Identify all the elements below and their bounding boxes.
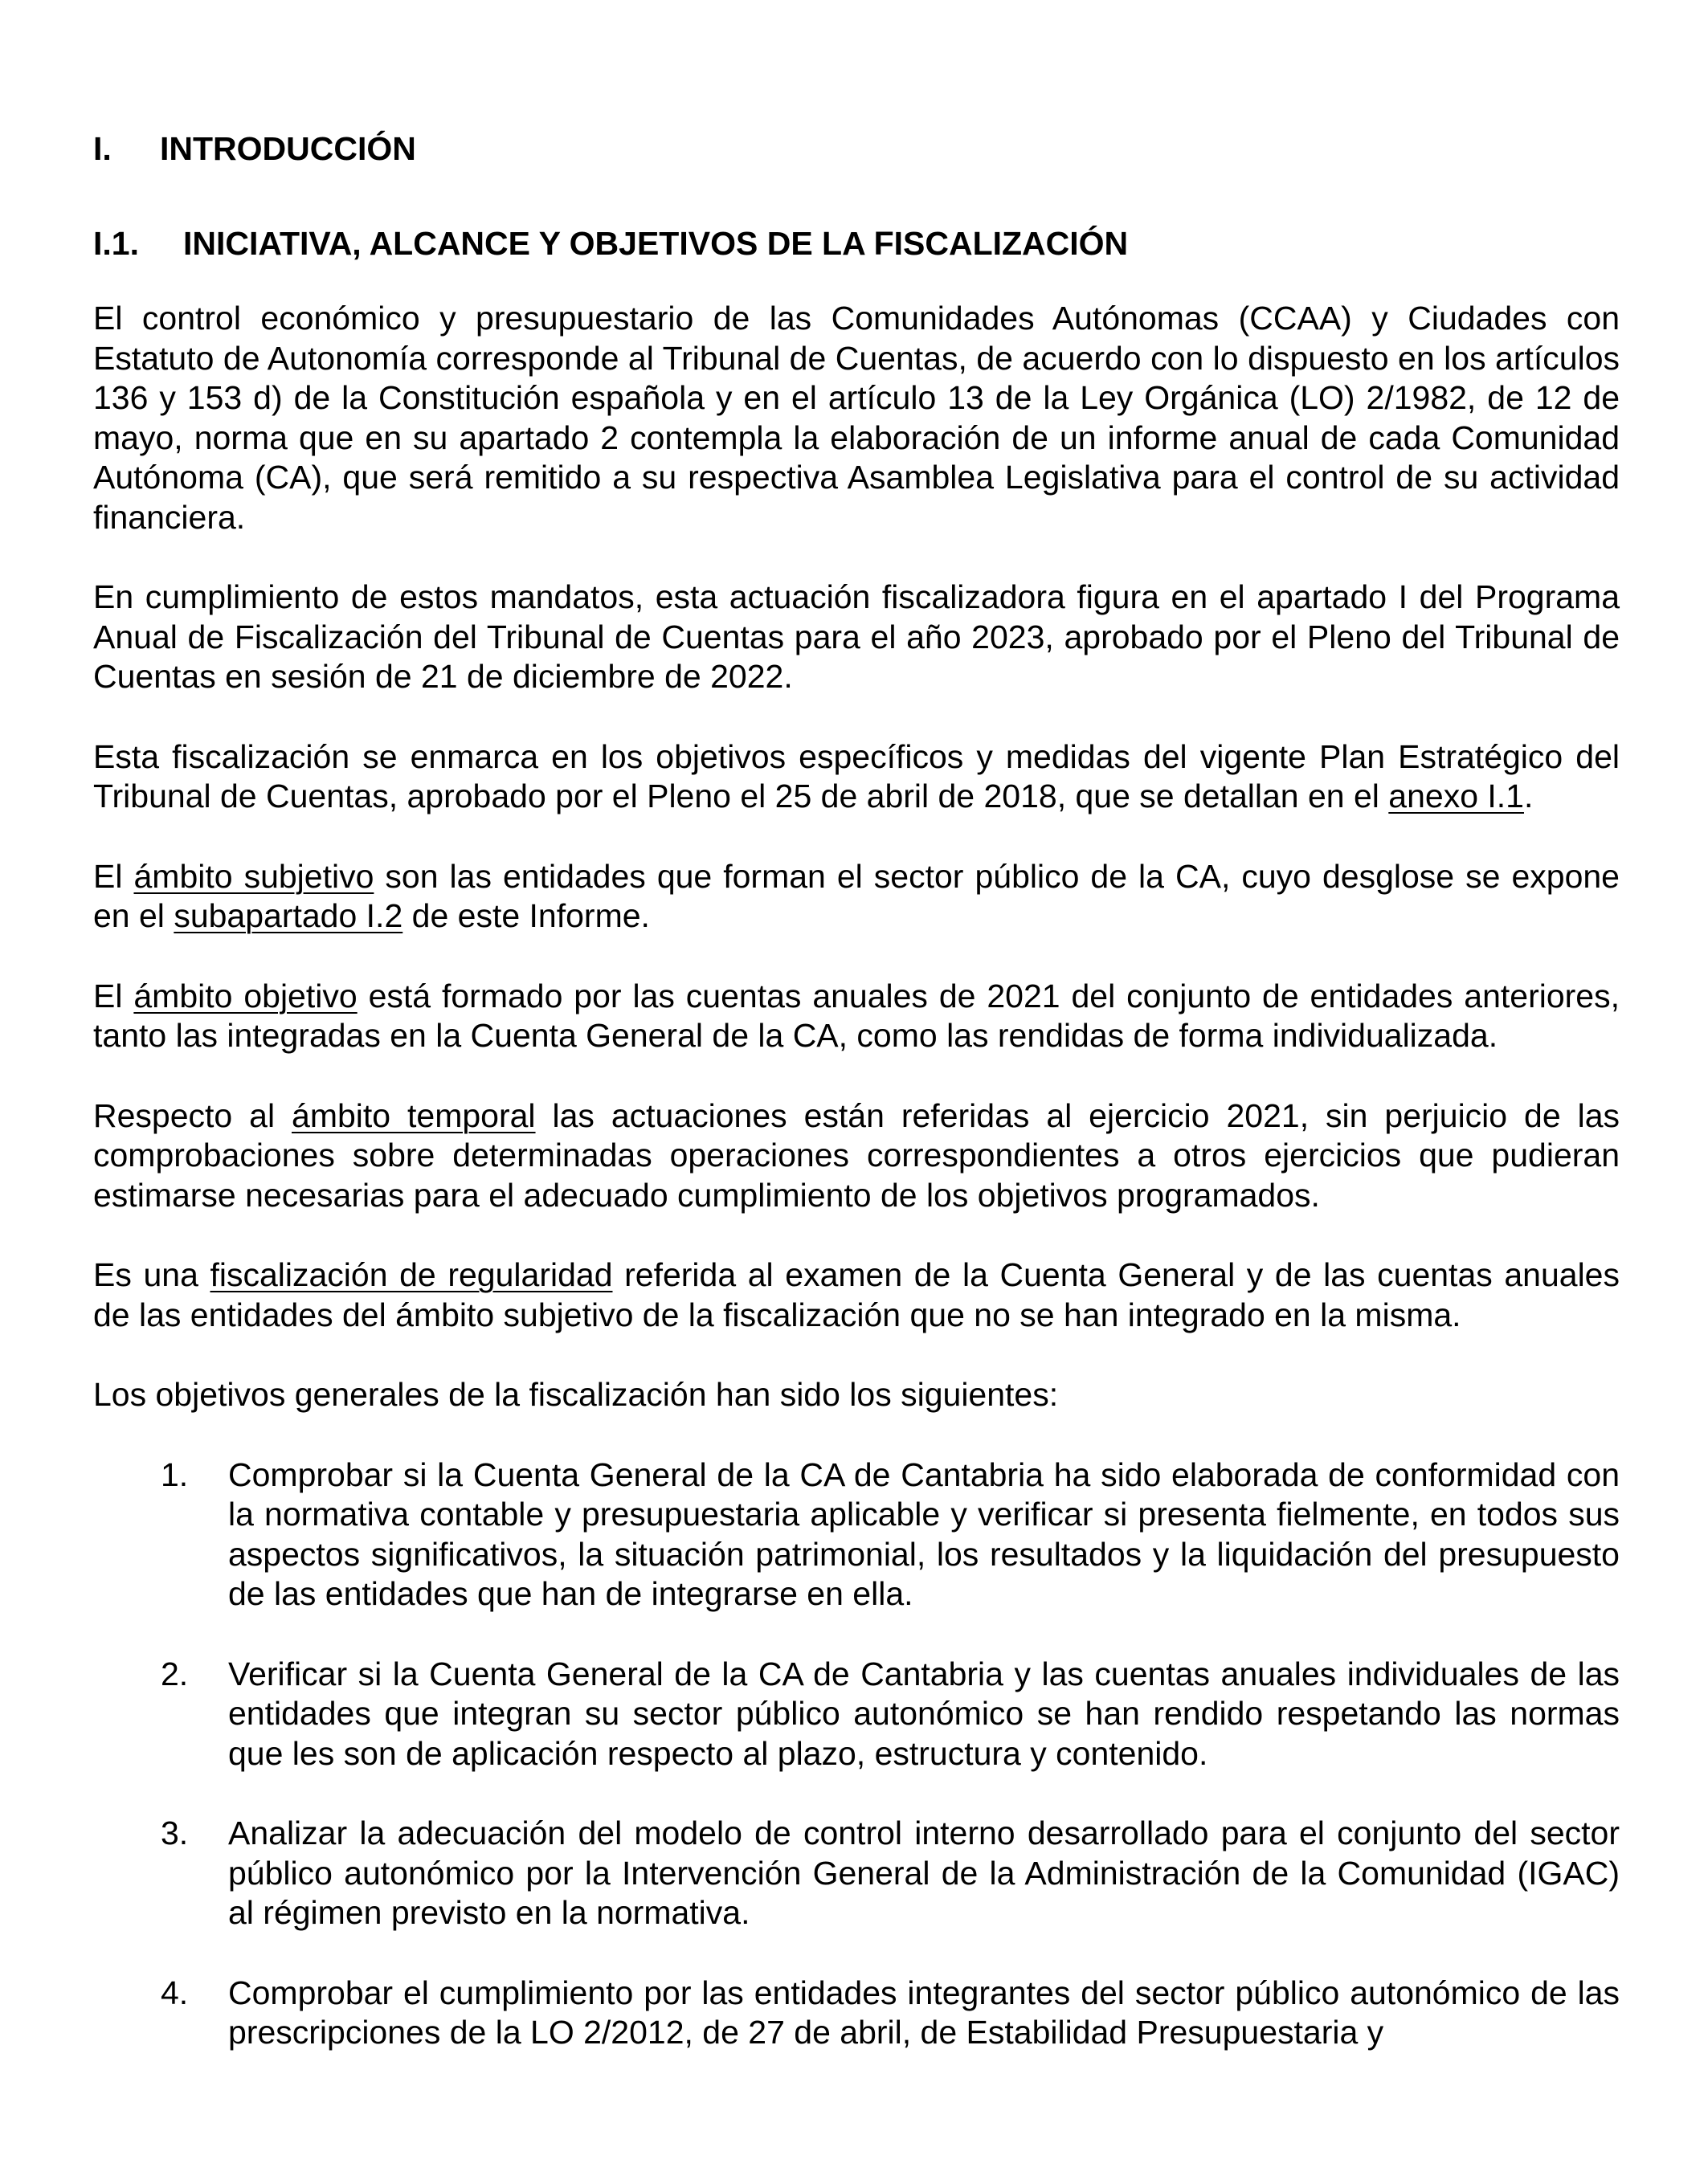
section-heading xyxy=(93,129,1620,169)
subsection-title: INICIATIVA, ALCANCE Y OBJETIVOS DE LA FISCALIZACIÓN xyxy=(183,225,1129,262)
text-run: Es una xyxy=(93,1256,210,1293)
text-run: referida al examen de la Cuenta General y de las cuentas anuales de las entidades del ámbito subjetivo de la fiscalización que no se han integrado en la misma. xyxy=(93,1256,1620,1333)
ambito-subjetivo-term: ámbito subjetivo xyxy=(133,857,374,895)
list-item-text: Comprobar el cumplimiento por las entidades integrantes del sector público autonómico de las prescripciones de la LO 2/2012, de 27 de abril, de Estabilidad Presupuestaria y xyxy=(228,1974,1620,2051)
list-item xyxy=(93,1455,1620,1615)
ambito-objetivo-term: ámbito objetivo xyxy=(133,977,358,1014)
paragraph-plan-estrategico xyxy=(93,737,1620,817)
section-number: I. xyxy=(93,130,112,167)
document-page xyxy=(93,129,1620,2093)
list-item-number: 2. xyxy=(161,1655,189,1692)
list-item-number: 3. xyxy=(161,1815,189,1851)
paragraph-cumplimiento: En cumplimiento de estos mandatos, esta actuación fiscalizadora figura en el apartado I del Programa Anual de Fiscalización del Tribunal de Cuentas para el año 2023, aprobado por el Pleno del Tribunal de Cuentas en sesión de 21 de diciembre de 2022. xyxy=(93,578,1620,695)
text-run: Respecto al xyxy=(93,1096,292,1134)
ambito-temporal-term: ámbito temporal xyxy=(292,1096,536,1134)
text-run: las actuaciones están referidas al ejercicio 2021, sin perjuicio de las comprobaciones sobre determinadas operaciones correspondientes a otros ejercicios que pudieran estimarse necesarias para el adecuado cumplimiento de los objetivos programados. xyxy=(93,1096,1620,1214)
text-run: está formado por las cuentas anuales de 2021 del conjunto de entidades anteriores, tanto las integradas en la Cuenta General de la CA, como las rendidas de forma individualizada. xyxy=(93,977,1620,1054)
subapartado-link[interactable]: subapartado I.2 xyxy=(174,897,403,934)
section-title: INTRODUCCIÓN xyxy=(160,130,416,167)
text-run: Esta fiscalización se enmarca en los objetivos específicos y medidas del vigente Plan Estratégico del Tribunal de Cuentas, aprobado por el Pleno el 25 de abril de 2018, que se detallan en el xyxy=(93,737,1620,814)
paragraph-ambito-temporal xyxy=(93,1096,1620,1216)
list-item-text: Verificar si la Cuenta General de la CA de Cantabria y las cuentas anuales individuales de las entidades que integran su sector público autonómico se han rendido respetando las normas que les son de aplicación respecto al plazo, estructura y contenido. xyxy=(228,1655,1620,1772)
paragraph-fiscalizacion-regularidad xyxy=(93,1255,1620,1335)
anexo-link[interactable]: anexo I.1 xyxy=(1388,778,1524,814)
text-run: El xyxy=(93,977,134,1014)
objectives-list xyxy=(93,1455,1620,2053)
list-item xyxy=(93,1974,1620,2053)
list-item-text: Comprobar si la Cuenta General de la CA de Cantabria ha sido elaborada de conformidad con la normativa contable y presupuestaria aplicable y verificar si presenta fielmente, en todos sus aspectos significativos, la situación patrimonial, los resultados y la liquidación del presupuesto de las entidades que han de integrarse en ella. xyxy=(228,1455,1620,1612)
list-item-text: Analizar la adecuación del modelo de control interno desarrollado para el conjunto del sector público autonómico por la Intervención General de la Administración de la Comunidad (IGAC) al régimen previsto en la normativa. xyxy=(228,1815,1620,1931)
paragraph-control-economico: El control económico y presupuestario de las Comunidades Autónomas (CCAA) y Ciudades con Estatuto de Autonomía corresponde al Tribunal de Cuentas, de acuerdo con lo dispuesto en los artículos 136 y 153 d) de la Constitución española y en el artículo 13 de la Ley Orgánica (LO) 2/1982, de 12 de mayo, norma que en su apartado 2 contempla la elaboración de un informe anual de cada Comunidad Autónoma (CA), que será remitido a su respectiva Asamblea Legislativa para el control de su actividad financiera. xyxy=(93,300,1620,536)
text-run: son las entidades que forman el sector público de la CA, cuyo desglose se expone en el xyxy=(93,857,1620,934)
paragraph-ambito-subjetivo xyxy=(93,857,1620,937)
paragraph-objetivos-intro: Los objetivos generales de la fiscalización han sido los siguientes: xyxy=(93,1376,1059,1413)
list-item-number: 1. xyxy=(161,1455,189,1493)
text-run: de este Informe. xyxy=(402,897,650,934)
list-item xyxy=(93,1814,1620,1933)
subsection-heading xyxy=(93,223,1620,263)
list-item-number: 4. xyxy=(161,1974,189,2011)
paragraph-ambito-objetivo xyxy=(93,977,1620,1056)
text-run: El xyxy=(93,857,134,895)
text-run: . xyxy=(1523,778,1534,814)
subsection-number: I.1. xyxy=(93,225,139,262)
list-item xyxy=(93,1655,1620,1774)
fiscalizacion-regularidad-term: fiscalización de regularidad xyxy=(210,1256,613,1293)
